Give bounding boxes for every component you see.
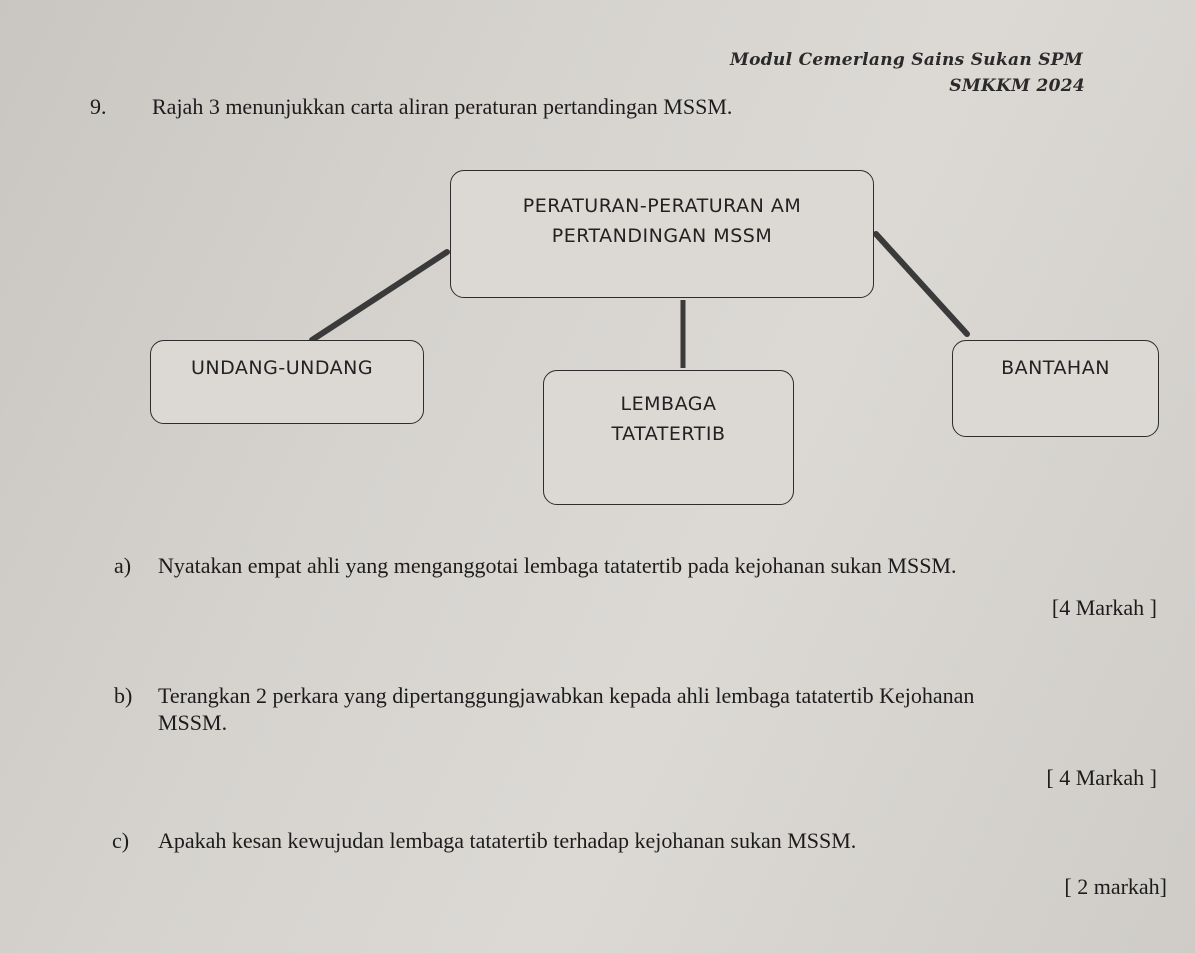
question-stem: Rajah 3 menunjukkan carta aliran peraturan pertandingan MSSM. <box>152 94 733 119</box>
part-c-label: c) <box>112 828 130 853</box>
box-laws <box>150 340 424 424</box>
box-disciplinary-board-line2: TATATERTIB <box>611 423 726 445</box>
module-header-title: Modul Cemerlang Sains Sukan SPM <box>729 50 1083 70</box>
box-general-rules <box>450 170 874 298</box>
box-protest <box>952 340 1159 437</box>
box-protest-label: BANTAHAN <box>1001 357 1110 379</box>
box-disciplinary-board-line1: LEMBAGA <box>620 393 717 415</box>
part-a-text: Nyatakan empat ahli yang menganggotai lembaga tatatertib pada kejohanan sukan MSSM. <box>158 553 957 578</box>
box-general-rules-line1: PERATURAN-PERATURAN AM <box>522 195 802 217</box>
part-b-label: b) <box>114 683 133 708</box>
box-laws-label: UNDANG-UNDANG <box>191 357 374 379</box>
box-general-rules-line2: PERTANDINGAN MSSM <box>551 225 773 247</box>
connector-left <box>312 252 447 340</box>
part-c-marks: [ 2 markah] <box>1064 874 1167 899</box>
connector-right <box>876 234 967 334</box>
part-a-marks: [4 Markah ] <box>1051 595 1157 620</box>
question-number: 9. <box>90 94 107 119</box>
part-b-text-line2: MSSM. <box>158 710 228 735</box>
module-header-school: SMKKM 2024 <box>949 76 1085 96</box>
part-a-label: a) <box>114 553 132 578</box>
box-disciplinary-board <box>543 370 794 505</box>
part-b-text-line1: Terangkan 2 perkara yang dipertanggungjawabkan kepada ahli lembaga tatatertib Kejohanan <box>158 683 975 708</box>
part-b-marks: [ 4 Markah ] <box>1046 765 1157 790</box>
part-c-text: Apakah kesan kewujudan lembaga tatatertib terhadap kejohanan sukan MSSM. <box>158 828 857 853</box>
